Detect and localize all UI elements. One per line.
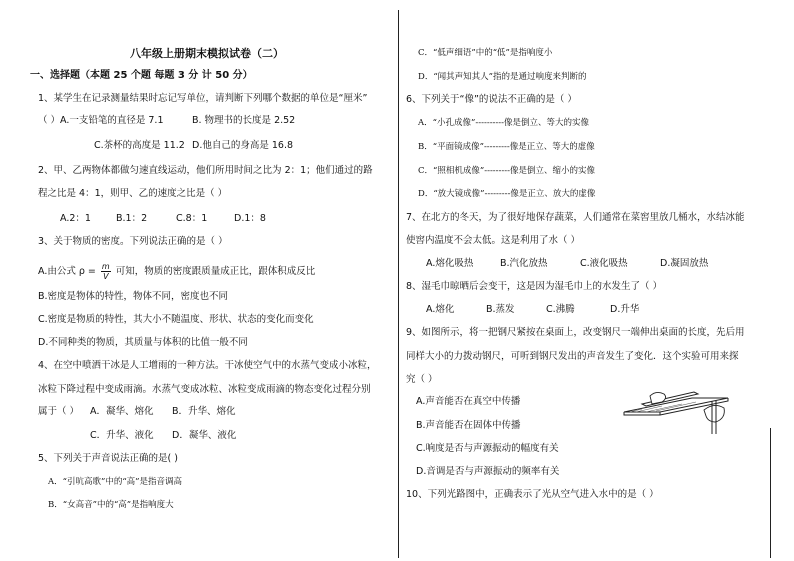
q2-stem: 2、甲、乙两物体都做匀速直线运动，他们所用时间之比为 2：1；他们通过的路 [38,165,373,176]
q8-stem: 8、湿毛巾晾晒后会变干，这是因为湿毛巾上的水发生了（ ） [406,281,663,292]
q3-option-b: B.密度是物体的特性，物体不同，密度也不同 [38,291,229,302]
q9-option-d: D.音调是否与声源振动的频率有关 [416,466,560,477]
q5-option-c: C．“低声细语”中的“低”是指响度小 [418,48,553,58]
q3-option-a [38,262,315,281]
q8-option-c: C.沸腾 [546,304,575,315]
q4-stem: 4、在空中喷洒干冰是人工增雨的一种方法。干冰使空气中的水蒸气变成小冰粒， [38,360,377,371]
q7-option-b: B.汽化放热 [500,258,548,269]
density-fraction [101,262,111,281]
page-edge-line [770,428,771,558]
q7-option-c: C.液化吸热 [580,258,628,269]
plucking-hand [704,405,724,422]
q7-stem-cont: 使窖内温度不会太低。这是利用了水（ ） [406,235,581,246]
q5-stem: 5、下列关于声音说法正确的是( ) [38,453,178,464]
q2-option-c: C.8：1 [176,213,208,224]
q6-option-d: D．“放大镜成像”---------像是正立、放大的虚像 [418,189,596,199]
q5-option-a: A．“引吭高歌”中的“高”是指音调高 [48,477,183,487]
q9-stem: 9、如图所示，将一把钢尺紧按在桌面上，改变钢尺一端伸出桌面的长度，先后用 [406,327,745,338]
section-heading: 一、选择题（本题 25 个题 每题 3 分 计 50 分） [30,70,253,81]
q5-option-b: B．“女高音”中的“高”是指响度大 [48,500,174,510]
q3-option-a-prefix: A.由公式 ρ = [38,266,96,277]
q9-option-a: A.声音能否在真空中传播 [416,396,521,407]
q4-option-d: D．凝华、液化 [172,430,237,441]
q1-option-b: B. 物理书的长度是 2.52 [192,115,296,126]
q6-stem: 6、下列关于“像”的说法不正确的是（ ） [406,94,577,105]
q8-option-b: B.蒸发 [486,304,515,315]
fraction-numerator: m [101,262,110,271]
q6-option-a: A．“小孔成像”----------像是倒立、等大的实像 [418,118,590,128]
q3-option-c: C.密度是物质的特性，其大小不随温度、形状、状态的变化而变化 [38,314,314,325]
q6-option-b: B．“平面镜成像”---------像是正立、等大的虚像 [418,142,595,152]
q1-option-c: C.茶杯的高度是 11.2 [94,140,185,151]
q1-option-d: D.他自己的身高是 16.8 [192,140,294,151]
q1-stem: 1、某学生在记录测量结果时忘记写单位，请判断下列哪个数据的单位是“厘米” [38,93,368,104]
q7-option-d: D.凝固放热 [660,258,709,269]
q9-stem-cont2: 究（ ） [406,374,438,385]
q9-option-b: B.声音能否在固体中传播 [416,420,521,431]
q8-option-d: D.升华 [610,304,640,315]
q4-stem-cont: 冰粒下降过程中变成雨滴。水蒸气变成冰粒、冰粒变成雨滴的物态变化过程分别 [38,384,371,395]
q9-option-c: C.响度是否与声源振动的幅度有关 [416,443,559,454]
column-divider [398,10,399,558]
q7-option-a: A.熔化吸热 [426,258,474,269]
q9-stem-cont: 同样大小的力拨动钢尺，可听到钢尺发出的声音发生了变化．这个实验可用来探 [406,351,739,362]
q6-option-c: C．“照相机成像”---------像是倒立、缩小的实像 [418,166,596,176]
fraction-denominator: V [103,272,109,281]
q4-option-c: C．升华、液化 [90,430,154,441]
page-title: 八年级上册期末模拟试卷（二） [130,47,284,60]
q3-stem: 3、关于物质的密度。下列说法正确的是（ ） [38,236,228,247]
q4-option-a: A．凝华、熔化 [90,406,154,417]
q10-stem: 10、下列光路图中，正确表示了光从空气进入水中的是（ ） [406,489,659,500]
q2-option-a: A.2：1 [60,213,91,224]
q2-option-b: B.1：2 [116,213,148,224]
q5-option-d: D．“闻其声知其人”指的是通过响度来判断的 [418,72,587,82]
q4-option-b: B．升华、熔化 [172,406,236,417]
q3-option-a-suffix: 可知，物质的密度跟质量成正比，跟体积成反比 [115,266,316,277]
q3-option-d: D.不同种类的物质，其质量与体积的比值一般不同 [38,337,248,348]
q2-option-d: D.1：8 [234,213,266,224]
q1-option-a: （ ）A.一支铅笔的直径是 7.1 [38,115,164,126]
q4-stem-cont2: 属于（ ） [38,406,80,417]
q2-stem-cont: 程之比是 4：1，则甲、乙的速度之比是（ ） [38,188,228,199]
q8-option-a: A.熔化 [426,304,455,315]
q7-stem: 7、在北方的冬天，为了很好地保存蔬菜，人们通常在菜窖里放几桶水，水结冰能 [406,212,745,223]
steel-ruler-figure [622,388,730,436]
